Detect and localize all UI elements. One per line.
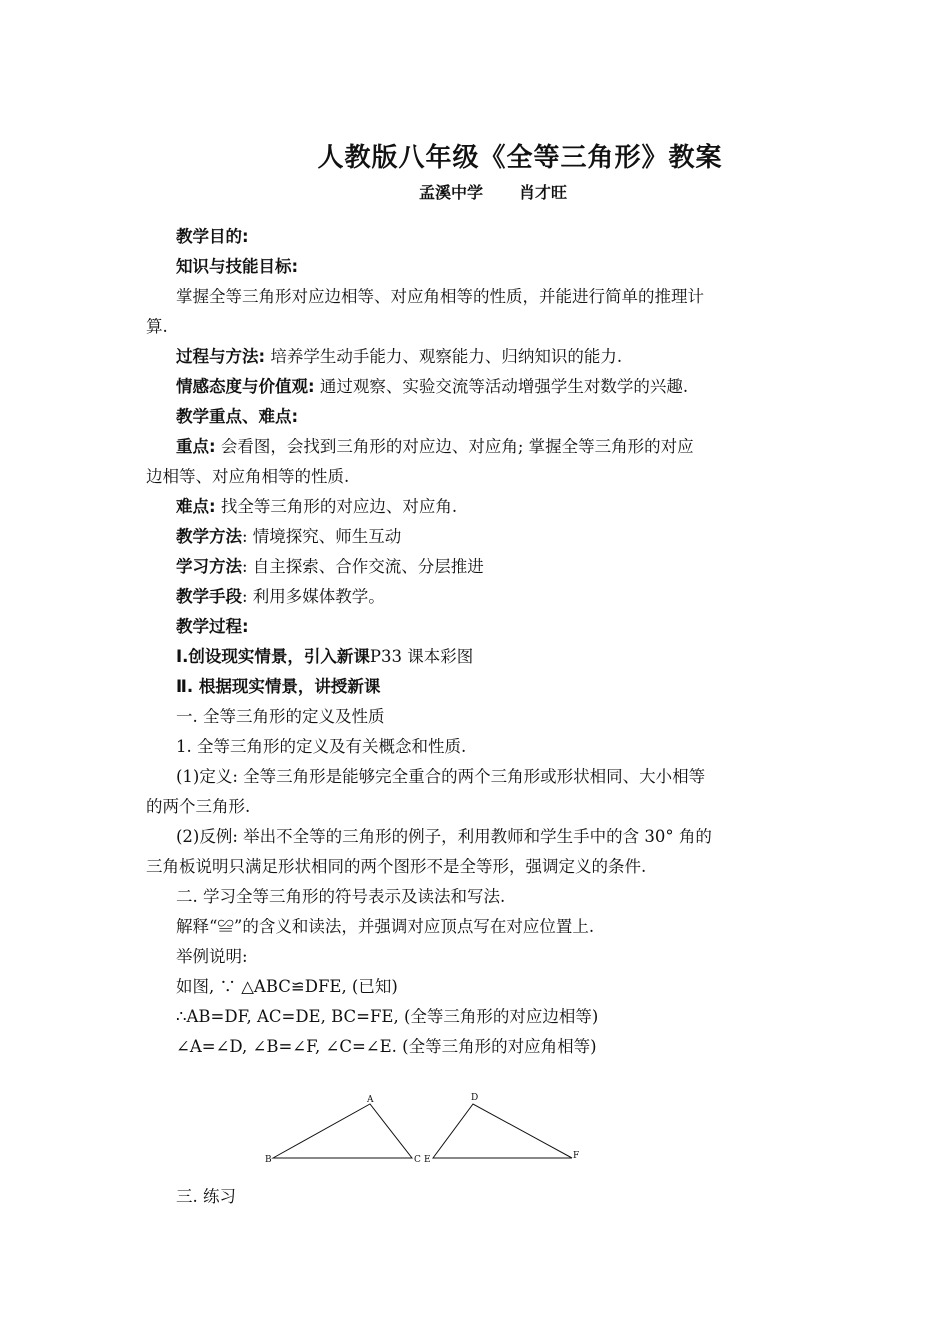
example-sides: ∴AB=DF, AC=DE, BC=FE, (全等三角形的对应边相等): [176, 1007, 599, 1026]
learning-method: [176, 556, 484, 578]
vertex-label-b: B: [265, 1155, 272, 1165]
teaching-method-label: 教学方法: [176, 527, 242, 546]
process-heading: 教学过程:: [176, 617, 249, 636]
author-name: 肖才旺: [519, 183, 568, 202]
counterexample-text: (2)反例: 举出不全等的三角形的例子，利用教师和学生手中的含 30° 角的: [176, 827, 712, 846]
section-1-1: 1. 全等三角形的定义及有关概念和性质.: [176, 737, 467, 756]
attitude-goal: [176, 376, 688, 398]
learning-method-label: 学习方法: [176, 557, 242, 576]
process-goal: [176, 346, 622, 368]
example-angles: ∠A=∠D, ∠B=∠F, ∠C=∠E. (全等三角形的对应角相等): [176, 1037, 597, 1056]
teaching-method: [176, 526, 401, 548]
section-2-heading: 二. 学习全等三角形的符号表示及读法和写法.: [176, 887, 506, 906]
vertex-label-d: D: [471, 1093, 479, 1103]
section-3-heading: 三. 练习: [176, 1187, 236, 1206]
teaching-means-label: 教学手段: [176, 587, 242, 606]
author-line: [0, 180, 950, 203]
section-1-heading: 一. 全等三角形的定义及性质: [176, 707, 385, 726]
vertex-label-f: F: [573, 1151, 580, 1161]
step-1: [176, 646, 473, 668]
teaching-means: [176, 586, 385, 608]
vertex-label-e: E: [424, 1155, 431, 1165]
knowledge-text: 掌握全等三角形对应边相等、对应角相等的性质，并能进行简单的推理计: [176, 287, 704, 306]
teaching-method-text: : 情境探究、师生互动: [242, 527, 402, 546]
example-heading: 举例说明:: [176, 947, 248, 966]
focus-text: 会看图，会找到三角形的对应边、对应角; 掌握全等三角形的对应: [215, 437, 694, 456]
attitude-text: 通过观察、实验交流等活动增强学生对数学的兴趣.: [314, 377, 689, 396]
vertex-label-c: C: [414, 1155, 421, 1165]
focus-label: 重点:: [176, 437, 216, 456]
knowledge-heading: 知识与技能目标:: [176, 257, 299, 276]
difficulty-text: 找全等三角形的对应边、对应角.: [215, 497, 458, 516]
step-1-text: P33 课本彩图: [369, 647, 474, 666]
focus-point: [176, 436, 694, 458]
counterexample-text-cont: 三角板说明只满足形状相同的两个图形不是全等形，强调定义的条件.: [146, 857, 647, 876]
difficulty-label: 难点:: [176, 497, 216, 516]
congruence-symbol-explanation: 解释“≌”的含义和读法，并强调对应顶点写在对应位置上.: [176, 917, 595, 936]
focus-text-cont: 边相等、对应角相等的性质.: [146, 467, 350, 486]
document-title: 人教版八年级《全等三角形》教案: [317, 143, 723, 173]
congruent-triangles-figure: [260, 1088, 590, 1168]
step-1-label: Ⅰ.创设现实情景，引入新课: [176, 647, 370, 666]
process-text: 培养学生动手能力、观察能力、归纳知识的能力.: [265, 347, 623, 366]
learning-method-text: : 自主探索、合作交流、分层推进: [242, 557, 484, 576]
attitude-label: 情感态度与价值观:: [176, 377, 315, 396]
difficulty-point: [176, 496, 457, 518]
triangle-def: [433, 1104, 572, 1158]
key-points-heading: 教学重点、难点:: [176, 407, 299, 426]
process-label: 过程与方法:: [176, 347, 266, 366]
vertex-label-a: A: [367, 1095, 374, 1105]
objectives-heading: 教学目的:: [176, 227, 249, 246]
definition-text: (1)定义: 全等三角形是能够完全重合的两个三角形或形状相同、大小相等: [176, 767, 706, 786]
definition-text-cont: 的两个三角形.: [146, 797, 251, 816]
step-2-heading: Ⅱ. 根据现实情景，讲授新课: [176, 677, 381, 696]
school-name: 孟溪中学: [418, 183, 483, 202]
triangle-abc: [273, 1104, 412, 1158]
teaching-means-text: : 利用多媒体教学。: [242, 587, 385, 606]
example-given: 如图, ∵ △ABC≌DFE, (已知): [176, 977, 398, 996]
knowledge-text-cont: 算.: [146, 317, 168, 336]
